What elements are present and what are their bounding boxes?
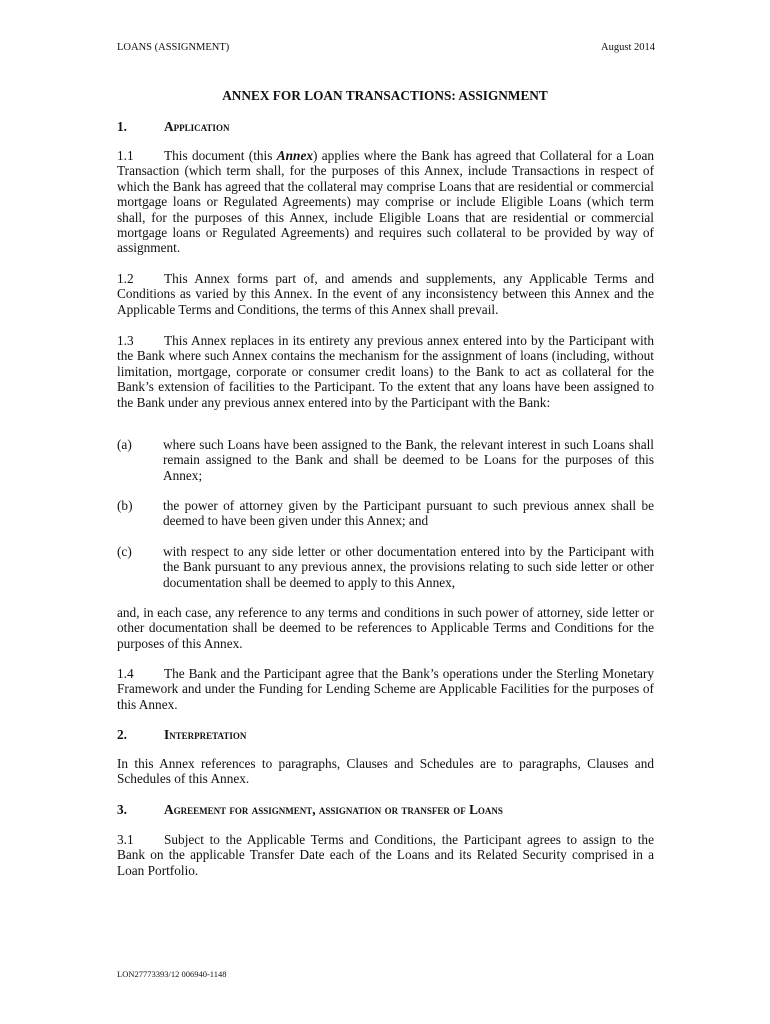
paragraph-number: 3.1	[117, 832, 134, 847]
list-item-label: (a)	[117, 437, 132, 452]
header-document-name: LOANS (ASSIGNMENT)	[117, 42, 230, 53]
section-number: 2.	[117, 727, 127, 742]
paragraph-text: The Bank and the Participant agree that the Bank’s operations under the Sterling Monetary Framework and under the Funding for Lending Scheme are Applicable Facilities for the purposes of this Annex.	[117, 666, 654, 712]
list-item-label: (b)	[117, 498, 133, 513]
section-title: Application	[164, 119, 230, 134]
section-title: Agreement for assignment, assignation or transfer of Loans	[164, 802, 503, 817]
list-item-c	[117, 544, 654, 590]
paragraph-number: 1.2	[117, 271, 134, 286]
paragraph-1-1	[117, 148, 654, 256]
paragraph-number: 1.4	[117, 666, 134, 681]
paragraph-text: Subject to the Applicable Terms and Conditions, the Participant agrees to assign to the Bank on the applicable Transfer Date each of the Loans and its Related Security comprised in a Loan Portfolio.	[117, 832, 654, 878]
section-number: 1.	[117, 119, 127, 134]
footer-reference: LON27773393/12 006940-1148	[117, 969, 227, 979]
paragraph-1-2	[117, 271, 654, 317]
paragraph-number: 1.3	[117, 333, 134, 348]
section-3-heading	[117, 802, 503, 818]
paragraph-1-3	[117, 333, 654, 410]
list-item-label: (c)	[117, 544, 132, 559]
paragraph-text: This Annex replaces in its entirety any previous annex entered into by the Participant with the Bank where such Annex contains the mechanism for the assignment of loans (including, without limitation, mortgage, corporate or consumer credit loans) to the Bank to act as collateral for the Bank’s extension of facilities to the Participant. To the extent that any loans have been assigned to the Bank under any previous annex entered into by the Participant with the Bank:	[117, 333, 654, 410]
list-item-text: the power of attorney given by the Participant pursuant to such previous annex shall be deemed to have been given under this Annex; and	[163, 498, 654, 529]
section-number: 3.	[117, 802, 127, 817]
list-item-text: with respect to any side letter or other documentation entered into by the Participant with the Bank pursuant to any previous annex, the provisions relating to such side letter or other documentation shall be deemed to apply to this Annex,	[163, 544, 654, 590]
defined-term: Annex	[276, 148, 313, 163]
list-item-text: where such Loans have been assigned to the Bank, the relevant interest in such Loans shall remain assigned to the Bank and shall be deemed to be Loans for the purposes of this Annex;	[163, 437, 654, 483]
paragraph-3-1	[117, 832, 654, 878]
paragraph-text: This Annex forms part of, and amends and supplements, any Applicable Terms and Conditions as varied by this Annex. In the event of any inconsistency between this Annex and the Applicable Terms and Conditions, the terms of this Annex shall prevail.	[117, 271, 654, 317]
paragraph-number: 1.1	[117, 148, 134, 163]
section-2-heading	[117, 727, 246, 743]
header-date: August 2014	[601, 42, 655, 53]
paragraph-2: In this Annex references to paragraphs, Clauses and Schedules are to paragraphs, Clauses and Schedules of this Annex.	[117, 756, 654, 787]
section-1-heading	[117, 119, 229, 135]
list-item-b	[117, 498, 654, 529]
list-item-a	[117, 437, 654, 483]
section-title: Interpretation	[164, 727, 247, 742]
paragraph-1-4	[117, 666, 654, 712]
paragraph-text-start: This document (this	[164, 148, 277, 163]
document-title: ANNEX FOR LOAN TRANSACTIONS: ASSIGNMENT	[222, 88, 548, 103]
paragraph-closing: and, in each case, any reference to any terms and conditions in such power of attorney, side letter or other documentation shall be deemed to be references to Applicable Terms and Conditions for the purposes of this Annex.	[117, 605, 654, 651]
paragraph-text-rest: ) applies where the Bank has agreed that Collateral for a Loan Transaction (which term shall, for the purposes of this Annex, include Transactions in respect of which the Bank has agreed that the collateral may comprise Loans that are residential or commercial mortgage loans or Regulated Agreements) may comprise or include Eligible Loans (which term shall, for the purposes of this Annex, include Eligible Loans that are residential or commercial mortgage loans or Regulated Agreements) and requires such collateral to be provided by way of assignment.	[117, 148, 655, 256]
